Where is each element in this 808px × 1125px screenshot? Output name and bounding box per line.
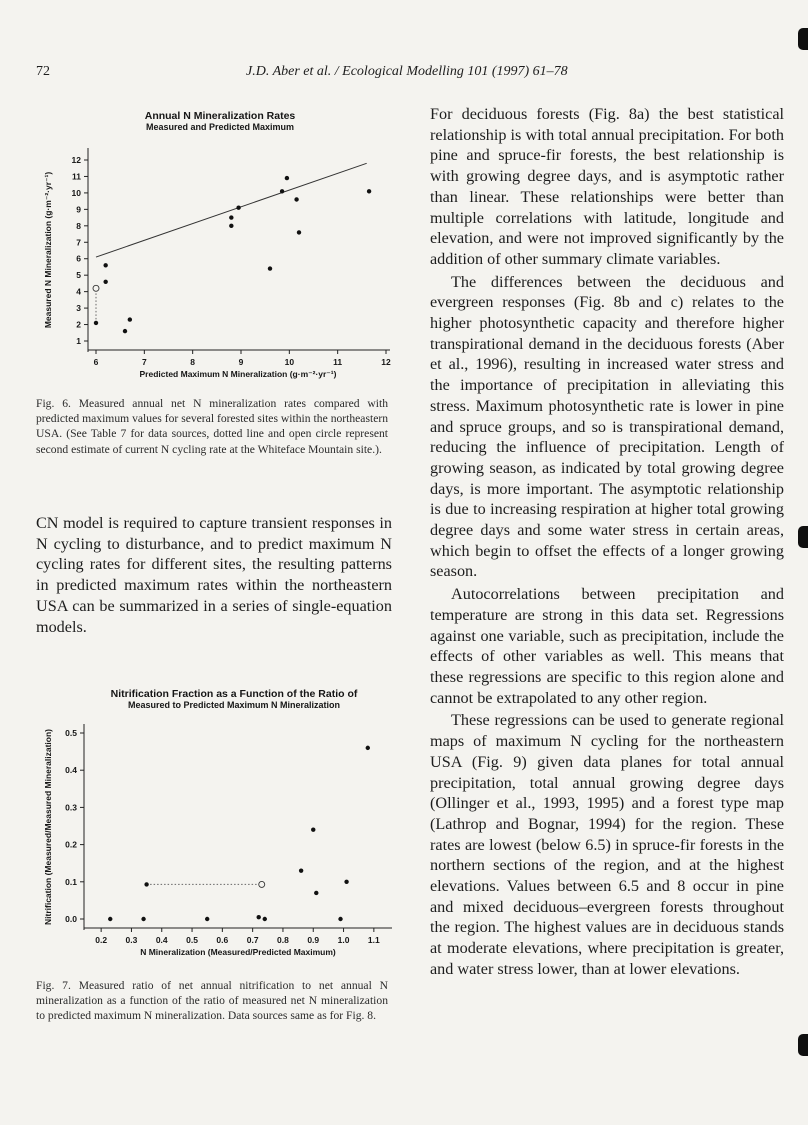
- y-tick-label: 0.2: [65, 839, 77, 850]
- x-tick-label: 1.0: [337, 935, 350, 945]
- y-tick-label: 12: [71, 155, 81, 165]
- x-axis-label: N Mineralization (Measured/Predicted Maximum): [140, 947, 336, 957]
- x-tick-label: 0.2: [95, 935, 108, 945]
- y-tick-label: 5: [76, 270, 81, 281]
- chart-subtitle: Measured and Predicted Maximum: [145, 122, 295, 132]
- x-tick-label: 0.9: [307, 935, 320, 945]
- data-point: [280, 189, 284, 193]
- y-tick-label: 10: [71, 187, 81, 198]
- paragraph: These regressions can be used to generate regional maps of maximum N cycling for the northeastern USA (Fig. 9) given data planes for total annual precipitation, total annual growing degree days (Ollinger et al., 1993, 1995) and a forest type map (Lathrop and Bognar, 1994) for the region. These rates are lowest (below 6.5) in spruce-fir forests in the northern sections of the region, and at the highest elevations. Values between 6.5 and 8 occur in pine and mixed deciduous–evergreen forests throughout the region. The highest values are in deciduous stands at moderate elevations, where precipitation is greater, and water stress lower, than at lower elevations.: [430, 711, 784, 978]
- paragraph: For deciduous forests (Fig. 8a) the best statistical relationship is with total annual precipitation. For both pine and spruce-fir forests, the best relationship is with growing degree days, and is asymptotic rather than linear. These relationships were better than multiple correlations with latitude, longitude and elevation, and were not improved significantly by the addition of other summary climate variables.: [430, 105, 784, 268]
- y-tick-label: 6: [76, 253, 81, 264]
- data-point: [128, 317, 132, 321]
- y-tick-label: 0.5: [65, 728, 77, 738]
- x-tick-label: 10: [284, 357, 295, 367]
- y-tick-label: 9: [76, 204, 81, 215]
- data-point: [236, 206, 240, 210]
- data-point: [285, 176, 289, 180]
- data-point: [257, 915, 261, 919]
- y-tick-label: 3: [76, 303, 81, 314]
- y-tick-label: 8: [76, 220, 81, 231]
- y-tick-label: 0.1: [65, 876, 77, 887]
- y-tick-label: 1: [76, 336, 81, 346]
- data-point: [366, 746, 370, 750]
- x-tick-label: 1.1: [367, 935, 380, 945]
- data-point: [263, 917, 267, 921]
- figure-7-caption: Fig. 7. Measured ratio of net annual nitrification to net annual N mineralization as a function of the ratio of measured net N mineralization to predicted maximum N mineralization. Data sources same as for Fig. 8.: [36, 979, 388, 1023]
- x-tick-label: 0.8: [277, 935, 289, 945]
- page-number: 72: [36, 64, 50, 79]
- paragraph: Autocorrelations between precipitation and temperature are strong in this data set. Regressions against one variable, such as precipitation, include the effects of other variables as well. This means that these regressions are specific to this region alone and cannot be extrapolated to any other region.: [430, 585, 784, 707]
- data-point: [299, 868, 303, 872]
- x-tick-label: 12: [381, 357, 391, 367]
- y-axis-label: Nitrification (Measured/Measured Mineralization): [43, 728, 53, 926]
- data-point: [103, 280, 107, 284]
- edge-mark: [798, 28, 808, 50]
- data-point: [367, 189, 371, 193]
- data-point: [229, 224, 233, 228]
- data-point: [344, 880, 348, 884]
- running-title: J.D. Aber et al. / Ecological Modelling 101 (1997) 61–78: [246, 64, 568, 79]
- open-data-point: [259, 881, 265, 887]
- x-tick-label: 0.5: [186, 935, 198, 945]
- data-point: [94, 321, 98, 325]
- paragraph: The differences between the deciduous and evergreen responses (Fig. 8b and c) relates to the higher photosynthetic capacity and therefore higher transpirational demand in the deciduous forests (Aber et al., 1996), resulting in increased water stress and the importance of precipitation in alleviating this stress. Maximum photosynthetic rate is lower in pine and spruce groups, and so is transpirational demand, reducing the influence of precipitation. Length of growing season, as indicated by total growing degree days, is more important. The asymptotic relationship is due to increasing respiration at higher total growing degree days and some water stress in certain areas, which begin to offset the effects of a longer growing season.: [430, 272, 784, 581]
- left-body-text: CN model is required to capture transient responses in N cycling to disturbance, and to predict maximum N cycling rates for different sites, the resulting patterns in predicted maximum rates within the northeastern USA can be summarized in a series of single-equation models.: [36, 514, 392, 636]
- running-header: [36, 64, 788, 84]
- chart-subtitle: Measured to Predicted Maximum N Mineralization: [127, 700, 341, 710]
- edge-mark: [798, 526, 808, 548]
- x-tick-label: 11: [333, 357, 343, 367]
- figure-6-caption: Fig. 6. Measured annual net N mineralization rates compared with predicted maximum values for several forested sites within the northeastern USA. (See Table 7 for data sources, dotted line and open circle represent second estimate of current N cycling rate at the Whiteface Mountain site.).: [36, 397, 388, 456]
- y-tick-label: 7: [76, 237, 81, 248]
- y-tick-label: 0.0: [65, 914, 77, 924]
- x-tick-label: 0.6: [216, 935, 229, 945]
- regression-line: [96, 163, 367, 257]
- data-point: [144, 882, 148, 886]
- data-point: [297, 230, 301, 234]
- chart-title: Annual N Mineralization Rates: [144, 110, 296, 122]
- open-data-point: [93, 285, 99, 291]
- y-axis-label: Measured N Mineralization (g·m⁻²·yr⁻¹): [43, 171, 53, 329]
- data-point: [229, 215, 233, 219]
- data-point: [123, 329, 127, 333]
- right-column: [430, 104, 784, 982]
- data-point: [141, 917, 145, 921]
- figure-7-svg: [36, 684, 396, 966]
- y-tick-label: 4: [76, 286, 81, 297]
- x-tick-label: 8: [190, 357, 196, 367]
- figure-6-svg: [36, 104, 396, 386]
- data-point: [314, 891, 318, 895]
- edge-mark: [798, 1034, 808, 1056]
- y-tick-label: 0.4: [65, 765, 77, 776]
- y-tick-label: 11: [72, 171, 81, 182]
- figure-7-chart: [36, 684, 396, 966]
- x-tick-label: 7: [141, 357, 147, 367]
- x-tick-label: 0.3: [125, 935, 138, 945]
- data-point: [103, 263, 107, 267]
- x-tick-label: 0.7: [246, 935, 259, 945]
- data-point: [311, 828, 315, 832]
- data-point: [268, 266, 272, 270]
- x-tick-label: 6: [93, 357, 99, 367]
- chart-title: Nitrification Fraction as a Function of the Ratio of: [110, 688, 358, 700]
- y-tick-label: 0.3: [65, 802, 77, 813]
- data-point: [338, 917, 342, 921]
- x-axis-label: Predicted Maximum N Mineralization (g·m⁻²·yr⁻¹): [139, 369, 337, 379]
- y-tick-label: 2: [76, 319, 81, 330]
- data-point: [205, 917, 209, 921]
- x-tick-label: 9: [238, 357, 244, 367]
- data-point: [108, 917, 112, 921]
- x-tick-label: 0.4: [155, 935, 168, 945]
- figure-6-chart: [36, 104, 396, 386]
- data-point: [294, 197, 298, 201]
